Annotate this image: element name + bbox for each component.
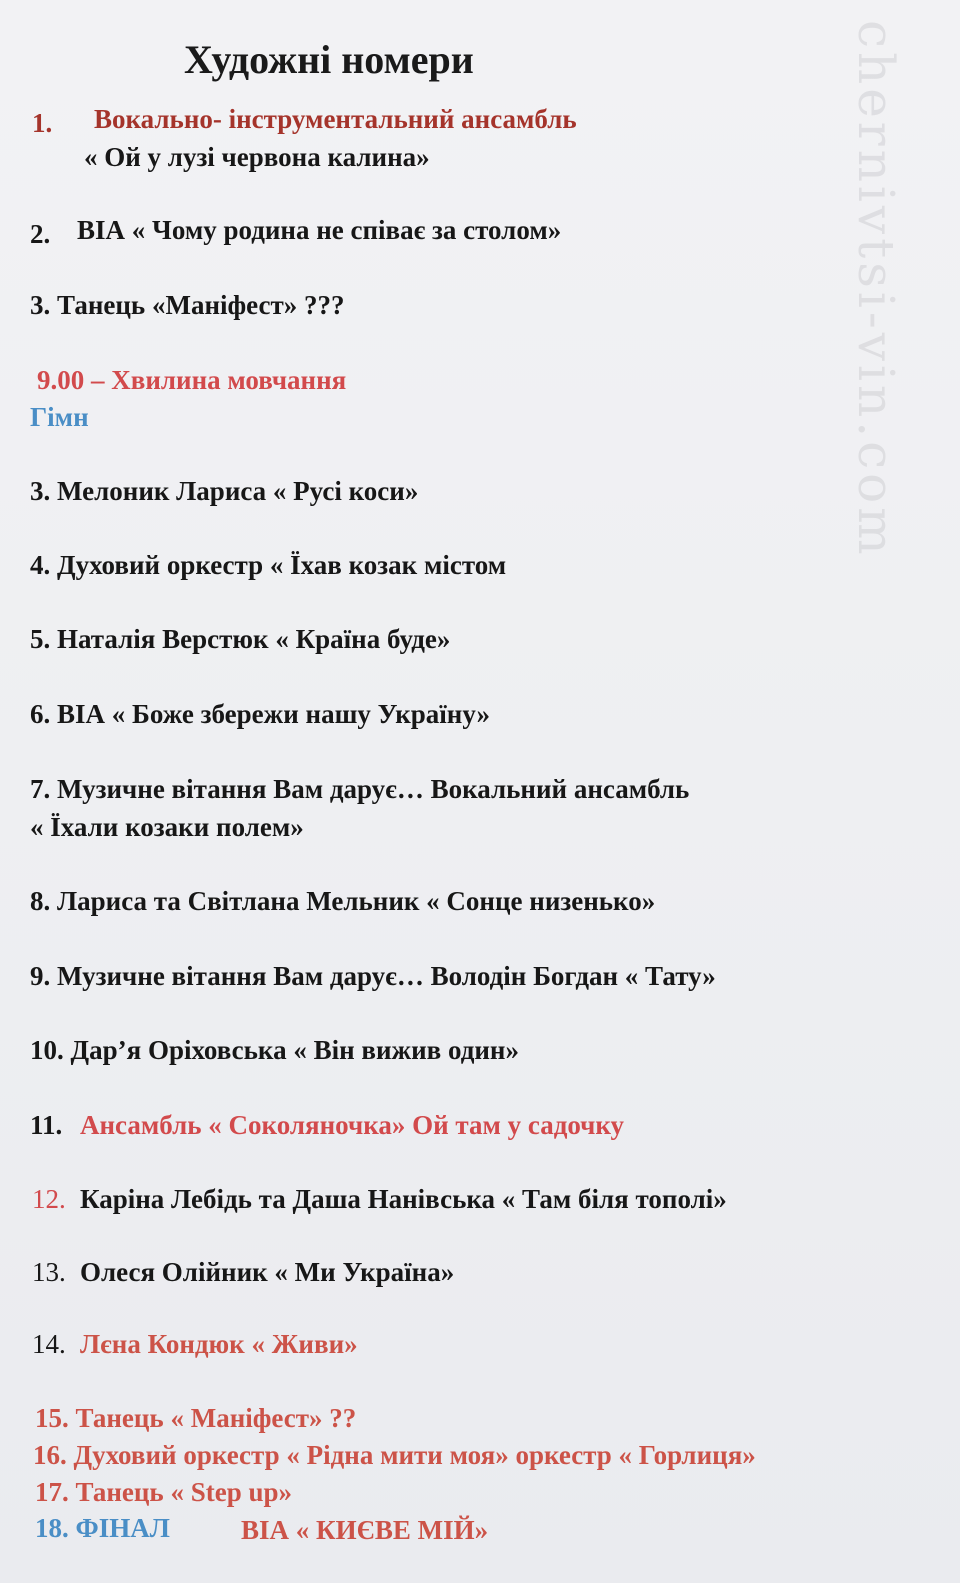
item-2-text: ВІА « Чому родина не співає за столом» (77, 215, 562, 245)
item-8: 8. Лариса та Світлана Мельник « Сонце низенько» (30, 886, 656, 916)
item-15: 15. Танець « Маніфест» ?? (35, 1403, 357, 1433)
item-13-text: Олеся Олійник « Ми Україна» (80, 1257, 455, 1287)
item-11-text: Ансамбль « Соколяночка» Ой там у садочку (80, 1110, 625, 1140)
item-1-subtitle: « Ой у лузі червона калина» (84, 142, 430, 172)
item-10: 10. Дар’я Оріховська « Він вижив один» (30, 1035, 519, 1065)
watermark: chernivtsi-vin.com (847, 20, 905, 559)
item-2-number: 2. (30, 219, 51, 249)
item-14-text: Лєна Кондюк « Живи» (80, 1329, 358, 1359)
item-14-number: 14. (32, 1329, 66, 1359)
item-12-number: 12. (32, 1184, 66, 1214)
item-5: 5. Наталія Верстюк « Країна буде» (30, 624, 451, 654)
item-4: 4. Духовий оркестр « Їхав козак містом (30, 550, 507, 580)
item-7-subtitle: « Їхали козаки полем» (30, 812, 304, 842)
item-3b: 3. Мелоник Лариса « Русі коси» (30, 476, 419, 506)
item-17: 17. Танець « Step up» (35, 1477, 293, 1507)
item-1-number: 1. (32, 108, 53, 138)
item-6: 6. ВІА « Боже збережи нашу Україну» (30, 699, 491, 729)
item-18-text: ВІА « КИЄВЕ МІЙ» (241, 1515, 489, 1545)
minute-of-silence: 9.00 – Хвилина мовчання (37, 365, 347, 395)
item-18-label: 18. ФІНАЛ (35, 1513, 170, 1543)
item-3a: 3. Танець «Маніфест» ??? (30, 290, 345, 320)
item-1-text: Вокально- інструментальний ансамбль (94, 104, 577, 134)
item-11-number: 11. (30, 1110, 63, 1140)
item-16: 16. Духовий оркестр « Рідна мити моя» оркестр « Горлиця» (33, 1440, 756, 1470)
item-7: 7. Музичне вітання Вам дарує… Вокальний ансамбль (30, 774, 690, 804)
item-13-number: 13. (32, 1257, 66, 1287)
item-12-text: Каріна Лебідь та Даша Нанівська « Там біля тополі» (80, 1184, 727, 1214)
item-9: 9. Музичне вітання Вам дарує… Володін Богдан « Тату» (30, 961, 716, 991)
page-title: Художні номери (184, 37, 474, 82)
anthem: Гімн (30, 402, 89, 432)
